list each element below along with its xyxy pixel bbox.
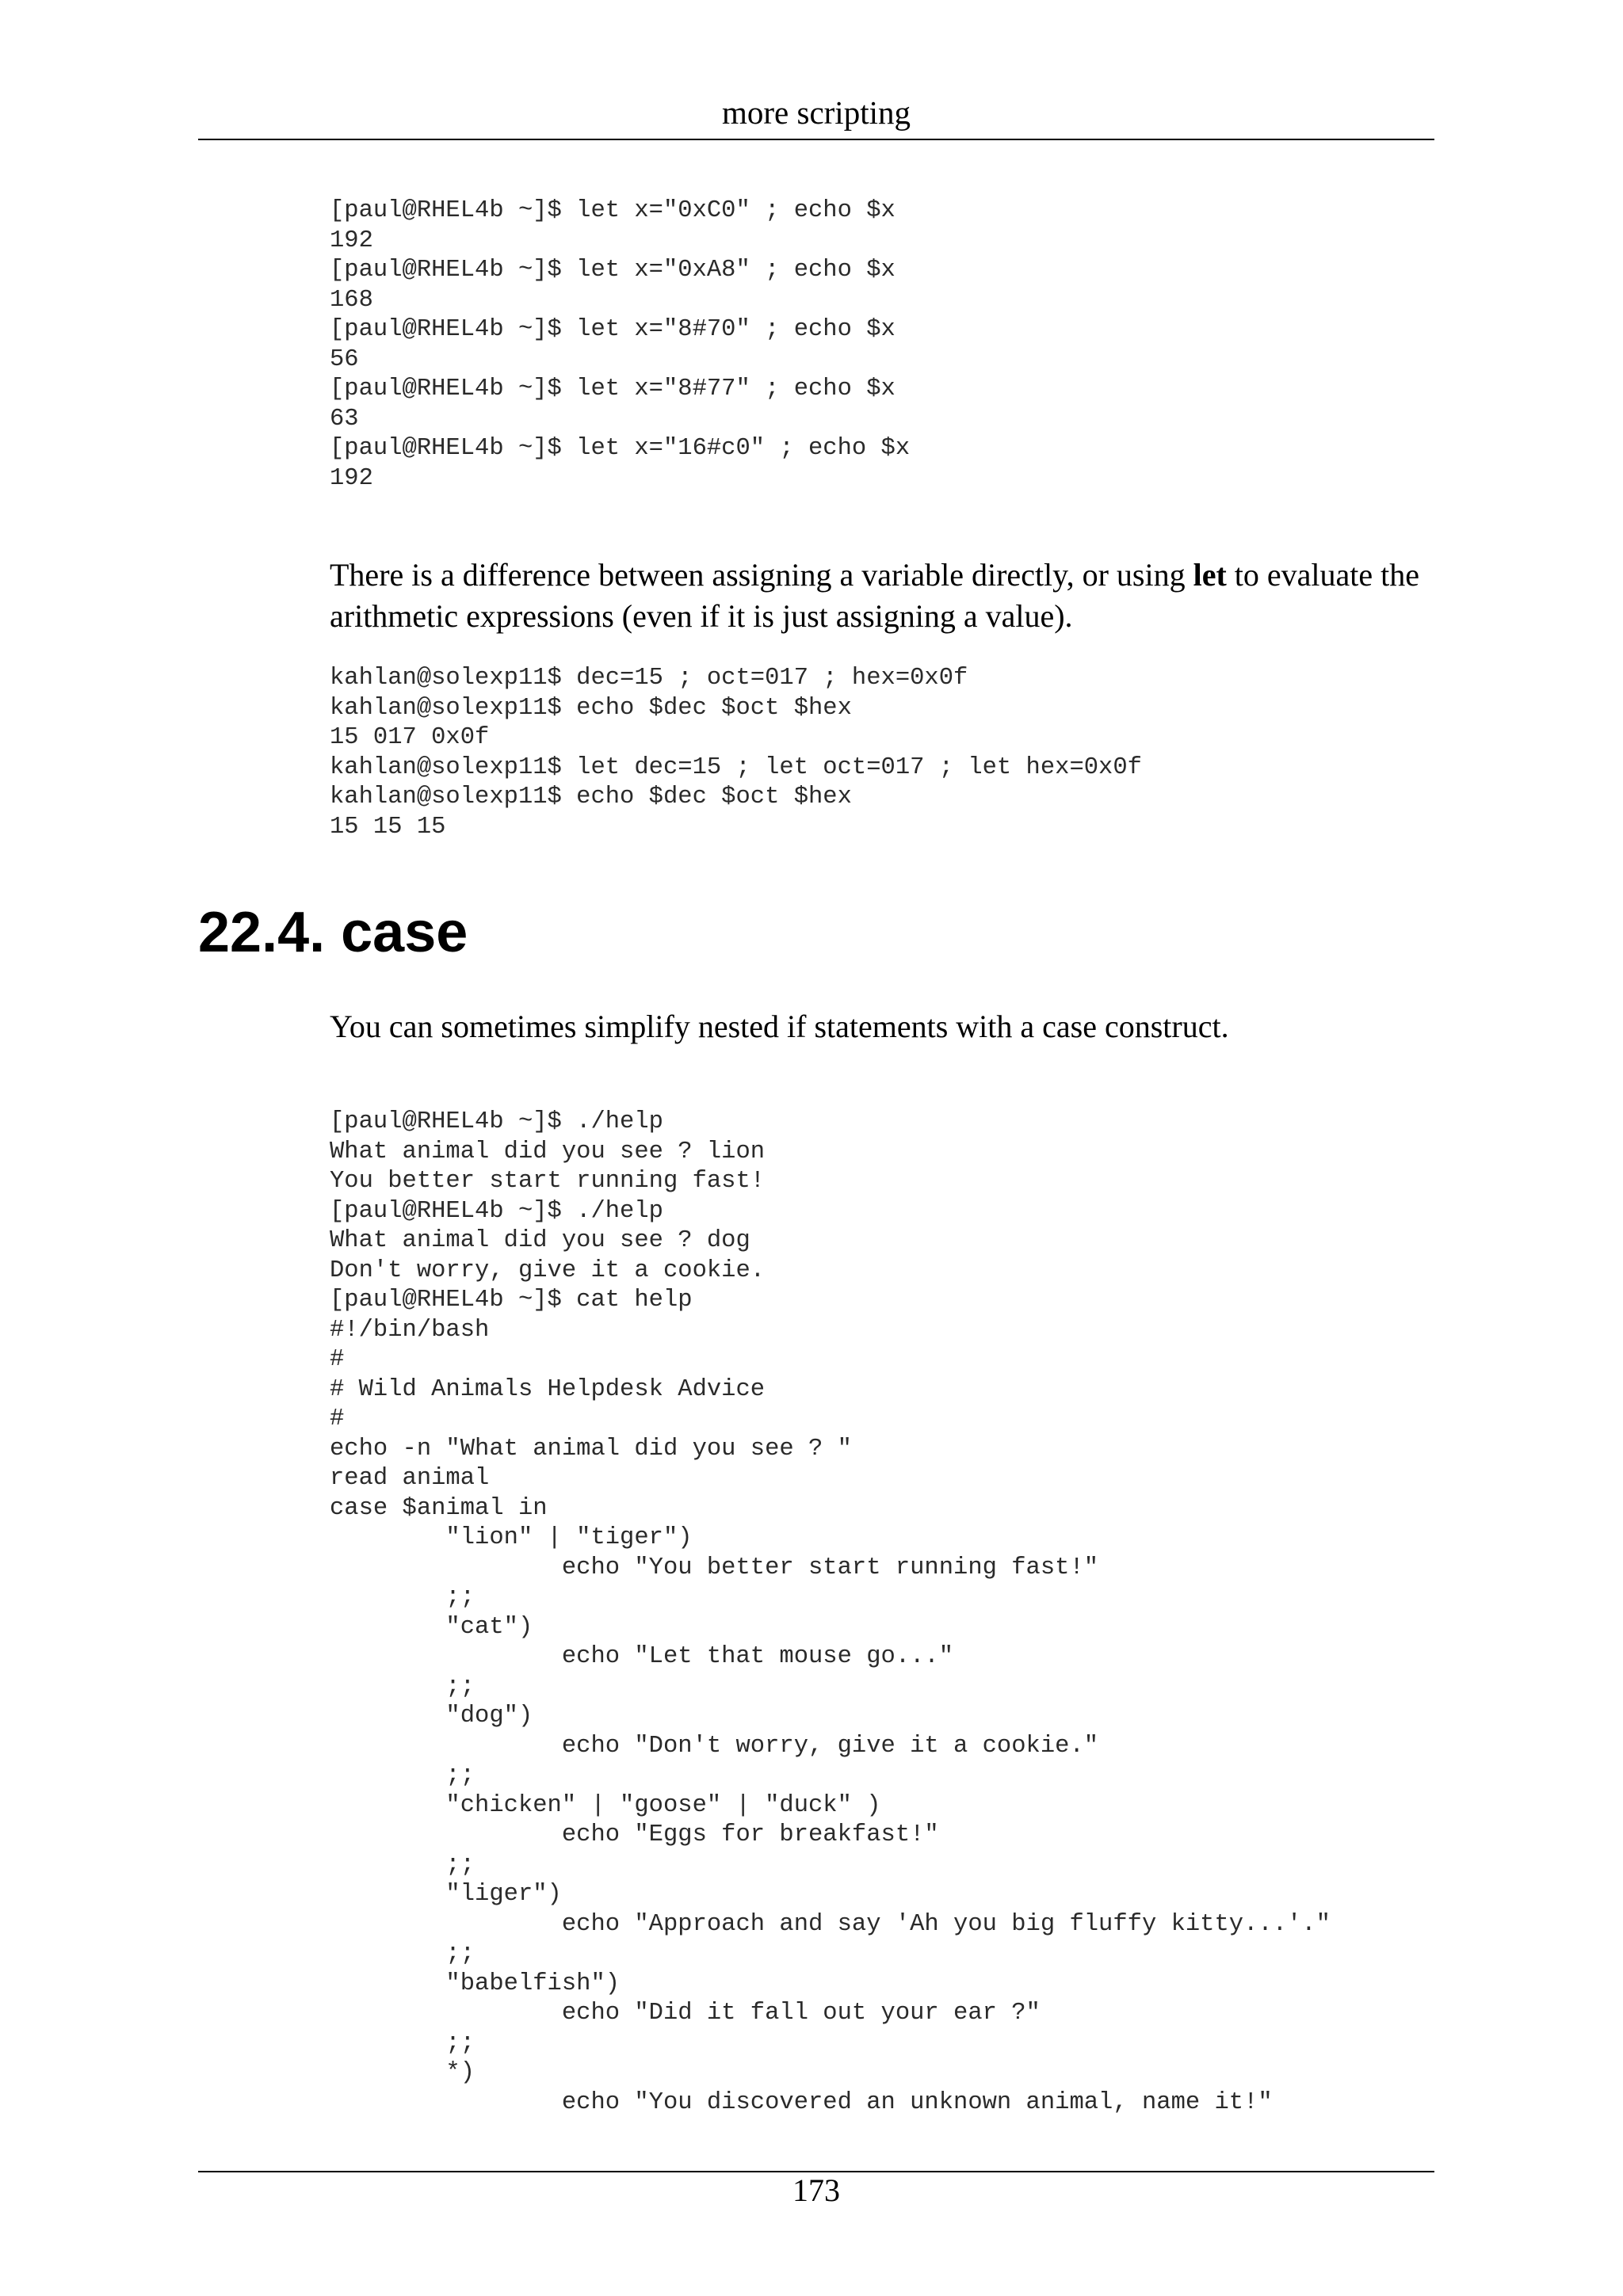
section-heading: 22.4. case — [198, 901, 468, 964]
running-header: more scripting — [722, 94, 911, 131]
difference-text-after: to evaluate the arithmetic expressions (even if it is just assigning a value). — [330, 557, 1419, 634]
header-rule — [198, 139, 1434, 140]
case-intro-paragraph: You can sometimes simplify nested if statements with a case construct. — [330, 1009, 1229, 1044]
case-script-code: [paul@RHEL4b ~]$ ./help What animal did you see ? lion You better start running fast! [paul@RHEL4b ~]$ ./help What animal did you see ? dog Don't worry, give it a cookie. [paul@RHEL4b ~]$ cat help #!/bin/bash # # Wild Animals Helpdesk Advice # echo -n "What animal did you see ? " read animal case $animal in "lion" | "tiger") echo "You better start running fast!" ;; "cat") echo "Let that mouse go..." ;; "dog") echo "Don't worry, give it a cookie." ;; "chicken" | "goose" | "duck" ) echo "Eggs for breakfast!" ;; "liger") echo "Approach and say 'Ah you big fluffy kitty...'." ;; "babelfish") echo "Did it fall out your ear ?" ;; *) echo "You discovered an unknown animal, name it!" — [330, 1108, 1331, 2116]
variable-assignment-code: kahlan@solexp11$ dec=15 ; oct=017 ; hex=0x0f kahlan@solexp11$ echo $dec $oct $hex 15 017 0x0f kahlan@solexp11$ let dec=15 ; let oct=017 ; let hex=0x0f kahlan@solexp11$ echo $dec $oct $hex 15 15 15 — [330, 665, 1142, 841]
let-keyword: let — [1193, 557, 1227, 593]
page-number: 173 — [792, 2172, 840, 2208]
difference-paragraph — [330, 555, 1439, 637]
difference-text-before: There is a difference between assigning a variable directly, or using — [330, 557, 1193, 593]
let-base-conversion-code: [paul@RHEL4b ~]$ let x="0xC0" ; echo $x 192 [paul@RHEL4b ~]$ let x="0xA8" ; echo $x 168 [paul@RHEL4b ~]$ let x="8#70" ; echo $x 56 [paul@RHEL4b ~]$ let x="8#77" ; echo $x 63 [paul@RHEL4b ~]$ let x="16#c0" ; echo $x 192 — [330, 197, 911, 492]
